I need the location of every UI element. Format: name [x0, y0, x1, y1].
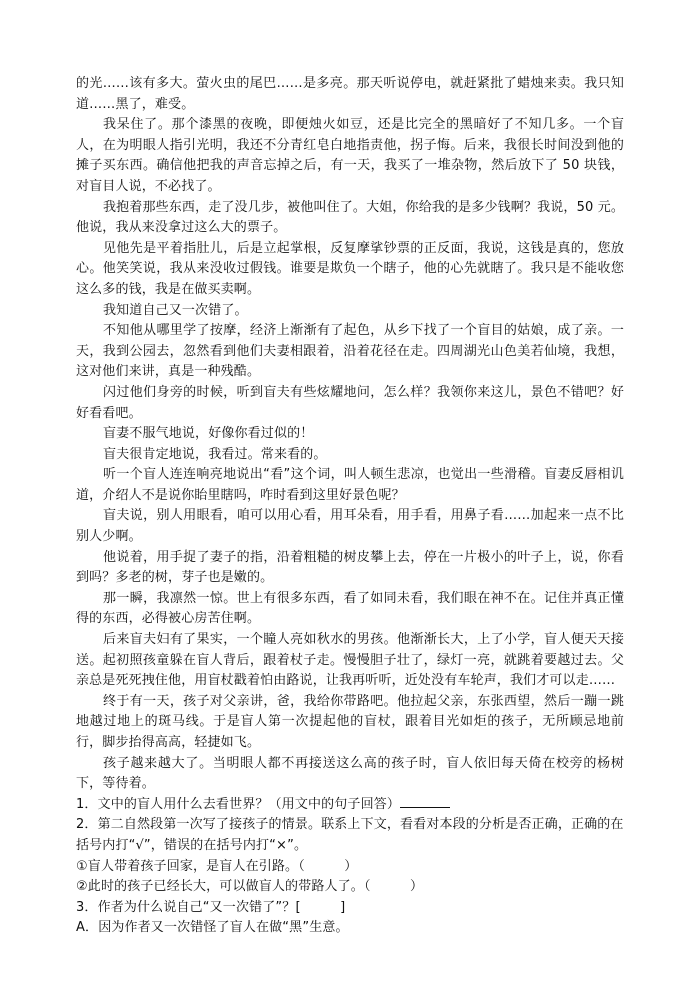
paragraph-2: 我呆住了。那个漆黑的夜晚，即便烛火如豆，还是比完全的黑暗好了不知几多。一个盲人，在为明眼人指引光明，我还不分青红皂白地指责他，拐子悔。后来，我很长时间没到他的摊子买东西。确信他把我的声音忘掉之后，有一天，我买了一堆杂物，然后放下了 50 块钱，对盲目人说，不必找了。 [76, 117, 624, 194]
answer-blank[interactable] [400, 795, 450, 808]
paragraph-1: 的光……该有多大。萤火虫的尾巴……是多亮。那天听说停电，就赶紧批了蜡烛来卖。我只知道……黑了，难受。 [76, 76, 624, 112]
paragraph-14: 后来盲夫妇有了果实，一个瞳人亮如秋水的男孩。他渐渐长大，上了小学，盲人便天天接送。起初照孩童躲在盲人背后，跟着杖子走。慢慢胆子壮了，绿灯一亮，就跳着要越过去。父亲总是死死拽住他，用盲杖戳着怕由路说，让我再听听，近处没有车轮声，我们才可以走…… [76, 632, 624, 689]
question-2-item-1: ①盲人带着孩子回家，是盲人在引路。（ ） [76, 858, 358, 874]
paragraph-13: 那一瞬，我凛然一惊。世上有很多东西，看了如同未看，我们眼在神不在。记住并真正懂得的东西，必得被心房苦住啊。 [76, 590, 624, 627]
questions-section [76, 795, 624, 939]
question-3-option-a: A．因为作者又一次错怪了盲人在做“黑”生意。 [76, 920, 349, 936]
paragraph-4: 见他先是平着指肚儿，后是立起掌根，反复摩挲钞票的正反面，我说，这钱是真的，您放心。他笑笑说，我从来没收过假钱。谁要是欺负一个瞎子，他的心先就瞎了。我只是不能收您这么多的钱，我是在做买卖啊。 [76, 240, 624, 297]
paragraph-15: 终于有一天，孩子对父亲讲，爸，我给你带路吧。他拉起父亲，东张西望，然后一蹦一跳地越过地上的斑马线。于是盲人第一次提起他的盲杖，跟着目光如炬的孩子，无所顾忌地前行，脚步抬得高高，轻捷如飞。 [76, 693, 624, 750]
paragraph-11: 盲夫说，别人用眼看，咱可以用心看，用耳朵看，用手看，用鼻子看……加起来一点不比别人少啊。 [76, 508, 624, 545]
document-page [76, 74, 624, 939]
paragraph-12: 他说着，用手捉了妻子的指，沿着粗糙的树皮攀上去，停在一片极小的叶子上，说，你看到吗？多老的树，芽子也是嫩的。 [76, 549, 624, 586]
question-1-text: 1．文中的盲人用什么去看世界？（用文中的句子回答） [76, 796, 401, 812]
paragraph-7: 闪过他们身旁的时候，听到盲夫有些炫耀地问，怎么样？我领你来这儿，景色不错吧？好好看看吧。 [76, 384, 624, 421]
question-3: 3．作者为什么说自己“又一次错了”？[ ] [76, 899, 346, 915]
paragraph-16: 孩子越来越大了。当明眼人都不再接送这么高的孩子时，盲人依旧每天倚在校旁的杨树下，等待着。 [76, 755, 624, 792]
question-2: 2．第二自然段第一次写了接孩子的情景。联系上下文，看看对本段的分析是否正确，正确的在括号内打“√”，错误的在括号内打“×”。 [76, 817, 624, 853]
paragraph-5: 我知道自己又一次错了。 [103, 302, 248, 318]
paragraph-8: 盲妻不服气地说，好像你看过似的！ [103, 426, 314, 442]
paragraph-9: 盲夫很肯定地说，我看过。常来看的。 [103, 446, 327, 462]
paragraph-3: 我抱着那些东西，走了没几步，被他叫住了。大姐，你给我的是多少钱啊？我说，50 元。他说，我从来没拿过这么大的票子。 [76, 199, 624, 236]
paragraph-6: 不知他从哪里学了按摩，经济上渐渐有了起色，从乡下找了一个盲目的姑娘，成了亲。一天，我到公园去，忽然看到他们夫妻相跟着，沿着花径在走。四周湖光山色美若仙境，我想，这对他们来讲，真是一种残酷。 [76, 323, 624, 380]
question-1 [76, 795, 624, 816]
question-2-item-2: ②此时的孩子已经长大，可以做盲人的带路人了。（ ） [76, 879, 424, 895]
paragraph-10: 听一个盲人连连响亮地说出“看”这个词，叫人顿生悲凉，也觉出一些滑稽。盲妻反唇相讥道，介绍人不是说你眙里瞎吗，咋时看到这里好景色呢？ [76, 467, 624, 503]
passage [76, 74, 624, 795]
